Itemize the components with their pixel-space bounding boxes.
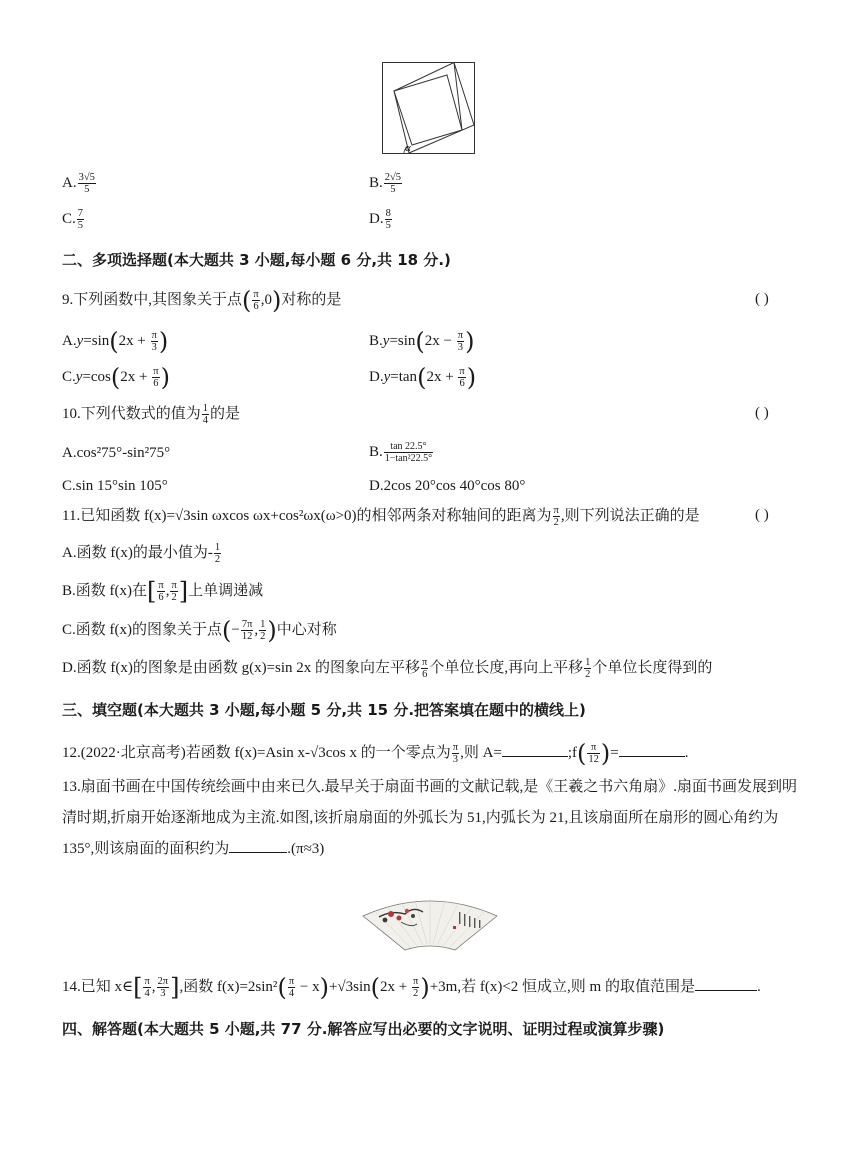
q11-option-a[interactable]: A.函数 f(x)的最小值为- $\frac{1}{2}$: [62, 542, 221, 565]
q10-option-c[interactable]: C.sin 15°sin 105°: [62, 478, 168, 494]
q10-option-b[interactable]: B. $\frac{\tan 22.5^\circ}{\text{1−tan²22.5°}}$: [369, 441, 433, 464]
q14-stem: 14.已知 x∈[ $\frac{\pi}{4}$ , $\frac{2\pi}{3}$ ],函数 f(x)=2sin²( $\frac{\pi}{4}$ − x)+√3sin(2x + $\frac{\pi}{2}$ )+3m,若 f(x)<2 恒成立,则 m 的取值范围是 .: [62, 973, 761, 1002]
q8-option-b[interactable]: B. $\frac{2√5}{5}$: [369, 172, 402, 195]
q9-stem: 9.下列函数中,其图象关于点( $\frac{\pi}{6}$ ,0)对称的是: [62, 286, 342, 315]
section-3-title: 三、填空题(本大题共 3 小题,每小题 5 分,共 15 分.把答案填在题中的横线上): [62, 701, 586, 719]
q10-stem: 10.下列代数式的值为 $\frac{1}{4}$ 的是: [62, 403, 241, 426]
q14-blank[interactable]: [695, 990, 757, 991]
q12-blank-f[interactable]: [619, 756, 685, 757]
section-4-title: 四、解答题(本大题共 5 小题,共 77 分.解答应写出必要的文字说明、证明过程或演算步骤): [62, 1020, 665, 1038]
q8-option-c[interactable]: C. $\frac{7}{5}$: [62, 208, 84, 231]
alpha-label: α: [405, 142, 411, 154]
q11-answer-paren[interactable]: ( ): [755, 507, 769, 523]
q9-option-d[interactable]: D.y=tan(2x + $\frac{\pi}{6}$ ): [369, 363, 477, 392]
folding-fan-figure: [361, 892, 499, 954]
q9-option-c[interactable]: C.y=cos(2x + $\frac{\pi}{6}$ ): [62, 363, 170, 392]
q11-option-b[interactable]: B.函数 f(x)在[ $\frac{\pi}{6}$ , $\frac{\pi}{2}$ ]上单调递减: [62, 577, 264, 606]
q10-answer-paren[interactable]: ( ): [755, 405, 769, 421]
q8-option-a[interactable]: A. $\frac{3√5}{5}$: [62, 172, 95, 195]
q13-stem: 13.扇面书画在中国传统绘画中由来已久.最早关于扇面书画的文献记载,是《王羲之书六角扇》.扇面书画发展到明清时期,折扇开始逐渐地成为主流.如图,该折扇扇面的外弧长为 51,内弧长为 21,且该扇面所在扇形的圆心角约为 135°,则该扇面的面积约为 .(π≈3): [62, 779, 798, 857]
q8-option-d[interactable]: D. $\frac{8}{5}$: [369, 208, 391, 231]
q10-option-d[interactable]: D.2cos 20°cos 40°cos 80°: [369, 478, 526, 494]
q11-option-c[interactable]: C.函数 f(x)的图象关于点(− $\frac{7\pi}{12}$ , $\frac{1}{2}$ )中心对称: [62, 616, 337, 645]
q12-stem: 12.(2022·北京高考)若函数 f(x)=Asin x-√3cos x 的一个零点为 $\frac{\pi}{3}$ ,则 A= ;f( $\frac{\pi}{12}$ )= .: [62, 739, 689, 768]
q13-blank[interactable]: [229, 852, 287, 853]
q11-stem: 11.已知函数 f(x)=√3sin ωxcos ωx+cos²ωx(ω>0)的相邻两条对称轴间的距离为 $\frac{\pi}{2}$ ,则下列说法正确的是: [62, 505, 700, 528]
section-2-title: 二、多项选择题(本大题共 3 小题,每小题 6 分,共 18 分.): [62, 251, 451, 269]
q9-answer-paren[interactable]: ( ): [755, 291, 769, 307]
q9-option-a[interactable]: A.y=sin(2x + $\frac{\pi}{3}$ ): [62, 327, 169, 356]
q12-blank-a[interactable]: [502, 756, 568, 757]
q10-option-a[interactable]: A.cos²75°-sin²75°: [62, 445, 171, 461]
q9-option-b[interactable]: B.y=sin(2x − $\frac{\pi}{3}$ ): [369, 327, 475, 356]
square-figure: [382, 62, 475, 154]
q11-option-d[interactable]: D.函数 f(x)的图象是由函数 g(x)=sin 2x 的图象向左平移 $\frac{\pi}{6}$ 个单位长度,再向上平移 $\frac{1}{2}$ 个单位长度得到的: [62, 657, 713, 680]
